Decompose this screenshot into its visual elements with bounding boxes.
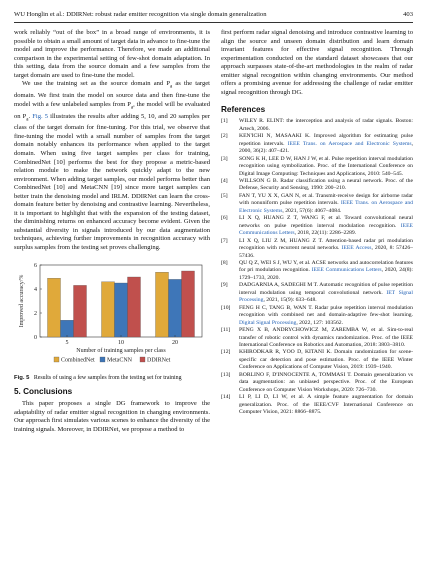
bar <box>115 283 128 337</box>
running-title: WU Honglin et al.: DDIRNet: robust radar emitter recognition via single domain generalization <box>14 11 267 18</box>
legend-label: DDIRNet <box>147 357 171 364</box>
bar <box>182 271 195 337</box>
y-axis-label: Improved accuracy/% <box>19 274 25 327</box>
reference-link[interactable]: IEEE Access <box>341 245 372 252</box>
reference-item: [4] WILLSON G B. Radar classification using a neural network. Proc. of the Defense, Security and Sensing, 1990: 200–210. <box>221 178 413 192</box>
reference-item: [14] LI P, LI D, LI W, et al. A simple feature augmentation for domain generalization. Proc. of the IEEE/CVF International Conference on Computer Vision, 2021: 8866–8875. <box>221 394 413 416</box>
reference-item: [10] FENG H C, TANG B, WAN T. Radar pulse repetition interval modulation recognition with combined net and domain-adaptive few-shot learning. Digital Signal Processing, 2022, 127: 103562. <box>221 304 413 326</box>
reference-link[interactable]: Digital Signal Processing <box>239 319 297 326</box>
bar <box>156 272 169 337</box>
reference-link[interactable]: IEEE Communications Letters <box>239 222 413 237</box>
running-header <box>14 10 413 23</box>
reference-link[interactable]: IEEE Trans. on Aerospace and Electronic Systems <box>287 140 412 147</box>
reference-item: [12] KHIRODKAR R, YOO D, KITANI K. Domain randomization for scene-specific car detection and pose estimation. Proc. of the IEEE Winter Conference on Applications of Computer Vision, 2019: 1939–1940. <box>221 349 413 371</box>
reference-link[interactable]: IEEE Trans. on Aerospace and Electronic Systems <box>239 200 413 214</box>
paragraph: first perform radar signal denoising and introduce contrastive learning to align the source and unseen domain distribution and learn domain invariant features for effective signal recognition. Through experimentation conducted on the standard dataset showcases that our approach surpasses state-of-the-art methodologies in the realm of radar emitter signal recognition within changing environments. Our method offers a promising avenue for addressing the challenge of radar emitter signal recognition through DG. <box>221 29 413 96</box>
figure-5 <box>14 257 210 373</box>
reference-list <box>221 118 413 416</box>
right-column <box>221 29 413 417</box>
legend-swatch <box>140 357 145 362</box>
figure-link[interactable]: Fig. 5 <box>32 112 49 120</box>
references-heading: References <box>221 105 266 115</box>
reference-item: [13] BORLINO F, D'INNOCENTE A, TOMMASI T. Domain generalization vs data augmentation: an unbiased perspective. Proc. of the European Conference on Computer Vision Workshops, 2020: 726–730. <box>221 371 413 393</box>
x-tick-label: 20 <box>172 339 178 346</box>
reference-item: [9] DADGARNIA A, SADEGHI M T. Automatic recognition of pulse repetition interval modulation using temporal convolutional network. IET Signal Processing, 2021, 15(9): 633–648. <box>221 282 413 304</box>
paragraph: work reliably “out of the box” in a broad range of environments, it is possible to obtain a small amount of target data in advance to fine-tune the model and improve the performance. Therefore, we made an additional comparison in the experimental setting of few-shot domain adaptation. In this setting, data from the source domain and a few samples from the target domain are used to fine-tune the model. <box>14 29 210 79</box>
reference-item: [8] QU Q Z, WEI S J, WU Y, et al. ACSE networks and autocorrelation features for pri modulation recognition. IEEE Communications Letters, 2020, 24(8): 1729–1733, 2020. <box>221 259 413 281</box>
reference-item: [3] SONG K H, LEE D W, HAN J W, et al. Pulse repetition interval modulation recognition using symbolization. Proc. of the International Conference on Digital Image Computing: Techniques and Applications, 2010: 540–545. <box>221 155 413 177</box>
y-tick-label: 0 <box>34 334 37 341</box>
paragraph-conclusion: This paper proposes a single DG framework to improve the adaptability of radar emitter signal recognition in changing environments. Our approach first simulates various scenes to enhance the diversity of the training signals. Moreover, in DDIRNet, we propose a method to <box>14 399 210 433</box>
bar-chart <box>14 257 210 373</box>
reference-item: [7] LI X Q, LIU Z M, HUANG Z T. Attention-based radar pri modulation recognition with recurrent neural networks. IEEE Access, 2020, 8: 57426–57436. <box>221 237 413 259</box>
paragraph-fewshot-results: We use the training set as the source domain and $P_a$ as the target domain. We first train the model on source data and then fine-tune the model with a few unlabeled samples from $P_a$, the model will be evaluated on $P_a$. Fig. 5 illustrates the results after adding 5, 10, and 20 samples per class of the target domain for fine-tuning. For this trial, we observe that fine-tuning the model with a small number of samples from the target domain notably enhances its performance when applied to the target domain. When using five target samples per class for training, CombinedNet [10] performs the best for they propose a metric-based relation module to make the network quickly adapt to the new environment. When adding target samples, our model performs better than CombinedNet [10] and MetaCNN [19] since more target samples can better train the denoising model and IRLM. DDIRNet can learn the cross-domain feature better by denoising and contrastive learning. Nevertheless, it is important to highlight that with the expansion of the testing dataset, the diminishing returns on enhanced accuracy become evident. Given the substantial diversity in signals introduced by our data augmentation techniques, achieving further improvements in recognition accuracy with surplus samples from the testing set proves challenging. <box>14 80 211 252</box>
bar <box>48 278 61 337</box>
page-number: 403 <box>403 11 413 18</box>
legend-swatch <box>100 357 105 362</box>
section-heading: 5. Conclusions <box>14 386 73 396</box>
figure-caption: Fig. 5 Results of using a few samples from the testing set for training <box>14 374 182 381</box>
y-tick-label: 4 <box>34 286 37 293</box>
bar <box>128 277 141 337</box>
bar <box>61 320 74 337</box>
reference-item: [11] PENG X B, ANDRYCHOWICZ M, ZAREMBA W, et al. Sim-to-real transfer of robotic control with dynamics randomization. Proc. of the IEEE International Conference on Robotics and Automation, 2018: 3803–3810. <box>221 327 413 348</box>
legend-label: MetaCNN <box>107 357 132 364</box>
bar <box>169 279 182 337</box>
legend-swatch <box>54 357 59 362</box>
x-tick-label: 5 <box>65 339 69 346</box>
bar <box>102 281 115 336</box>
y-tick-label: 2 <box>34 310 37 317</box>
x-tick-label: 10 <box>118 339 124 346</box>
reference-item: [5] FAN T, YU X X, GAN N, et al. Transmit-receive design for airborne radar with nonuniform pulse repetition intervals. IEEE Trans. on Aerospace and Electronic Systems, 2021, 57(6): 4067–4084. <box>221 192 413 214</box>
reference-link[interactable]: IET Signal Processing <box>239 289 413 304</box>
legend-label: CombinedNet <box>61 357 95 364</box>
reference-item: [1] WILEY R. ELINT: the interception and analysis of radar signals. Boston: Artech, 2006. <box>221 118 413 132</box>
left-column <box>14 29 210 434</box>
reference-item: [6] LI X Q, HUANG Z T, WANG F, et al. Toward convolutional neural networks on pulse repetition interval modulation recognition. IEEE Communications Letters, 2018, 22(11): 2286–2289. <box>221 215 413 237</box>
y-tick-label: 6 <box>34 262 37 269</box>
reference-link[interactable]: IEEE Communications Letters <box>311 267 382 274</box>
bar <box>74 285 87 337</box>
x-axis-label: Number of training samples per class <box>76 347 166 354</box>
reference-item: [2] KEN'ICHI N, MASAAKI K. Improved algorithm for estimating pulse repetition intervals. IEEE Trans. on Aerospace and Electronic Systems, 2000, 36(2): 407–421. <box>221 133 413 155</box>
